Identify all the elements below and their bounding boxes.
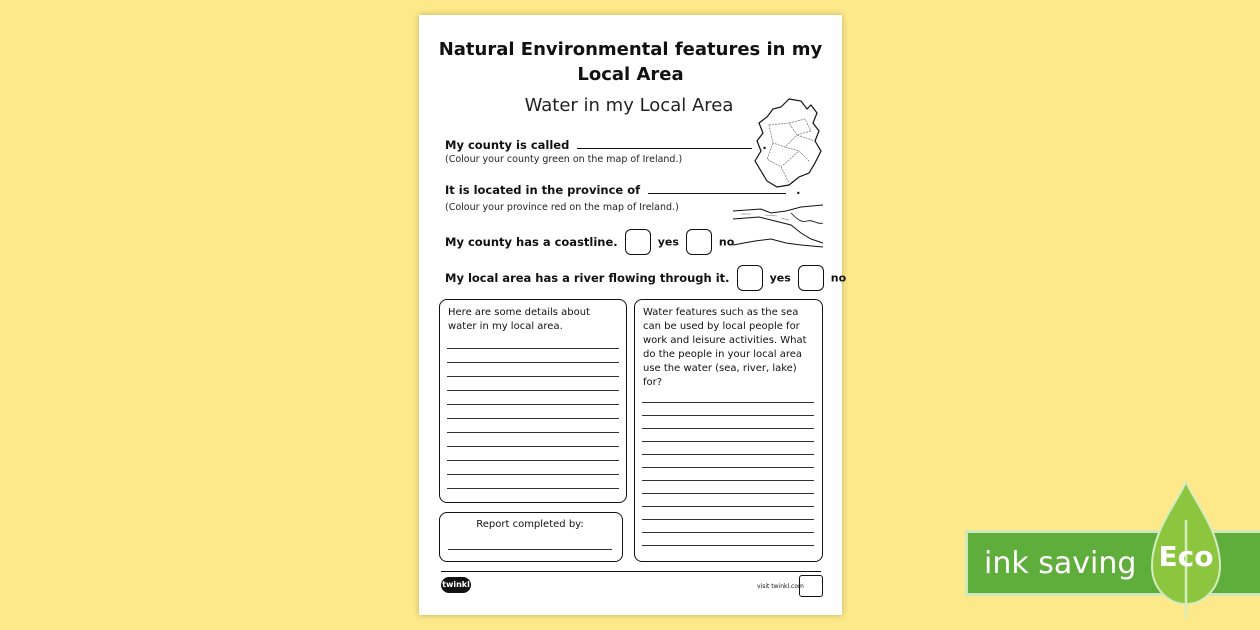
coastline-icon [731,199,826,249]
footer-divider [441,571,821,572]
question-county-label: My county is called [445,138,570,152]
question-province-label: It is located in the province of [445,183,641,197]
coastline-no-label: no [718,235,735,249]
question-county [445,138,767,152]
title-line-1: Natural Environmental features in my [438,39,823,60]
question-province [445,183,801,197]
question-province-end: . [796,183,801,197]
footer-badge-icon [799,575,823,597]
worksheet-subtitle: Water in my Local Area [524,95,734,116]
note-province: (Colour your province red on the map of Ireland.) [445,202,679,213]
water-use-panel [634,299,823,562]
twinkl-logo: twinkl [441,577,471,593]
footer-url: visit twinkl.com [757,583,804,590]
water-use-panel-text: Water features such as the sea can be used by local people for work and leisure activities. What do the people in your local area use the water (sea, river, lake) for? [643,307,807,388]
question-coastline [445,229,734,255]
question-county-end: . [762,138,767,152]
note-county: (Colour your county green on the map of Ireland.) [445,154,683,165]
report-label: Report completed by: [476,519,584,530]
worksheet-page [419,15,847,615]
worksheet-title [419,37,842,87]
report-name-line[interactable] [448,549,612,550]
ink-saving-text: ink saving [984,546,1137,581]
county-answer-line[interactable] [577,138,752,149]
details-panel-text: Here are some details about water in my local area. [448,307,590,332]
details-panel [439,299,627,503]
question-coastline-label: My county has a coastline. [445,235,618,249]
coastline-no-checkbox[interactable] [686,229,712,255]
province-answer-line[interactable] [648,183,786,194]
river-no-label: no [830,271,847,285]
report-panel [439,512,623,562]
question-river [445,265,846,291]
question-river-label: My local area has a river flowing through it. [445,271,730,285]
title-line-2: Local Area [577,64,684,85]
coastline-yes-label: yes [657,235,679,249]
river-no-checkbox[interactable] [798,265,824,291]
eco-label: Eco [1158,540,1214,573]
river-yes-checkbox[interactable] [737,265,763,291]
river-yes-label: yes [769,271,791,285]
coastline-yes-checkbox[interactable] [625,229,651,255]
